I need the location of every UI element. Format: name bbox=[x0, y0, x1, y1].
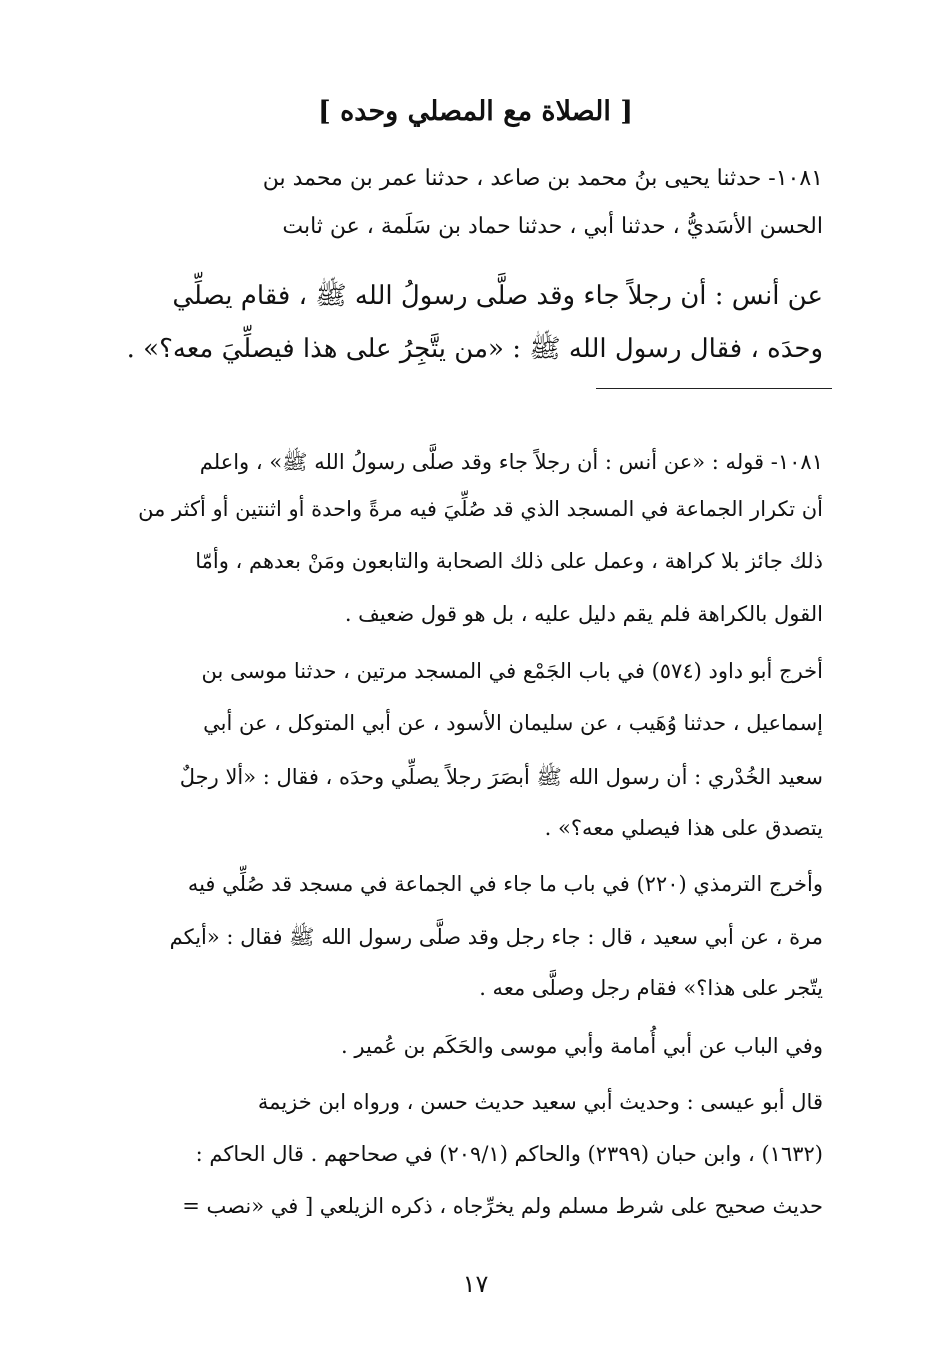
note-line-10: مرة ، عن أبي سعيد ، قال : جاء رجل وقد صلَّى رسول الله ﷺ فقال : «أيكم bbox=[169, 925, 823, 949]
note-line-3: ذلك جائز بلا كراهة ، وعمل على ذلك الصحابة والتابعون ومَنْ بعدهم ، وأمّا bbox=[195, 549, 823, 573]
note-line-13: قال أبو عيسى : وحديث أبي سعيد حديث حسن ، ورواه ابن خزيمة bbox=[257, 1090, 823, 1114]
note-line-7: سعيد الخُدْري : أن رسول الله ﷺ أبصَرَ رجلاً يصلِّي وحدَه ، فقال : «ألا رجلٌ bbox=[179, 765, 823, 789]
footnote-separator bbox=[596, 388, 832, 389]
main-text-line-2: الحسن الأسَديُّ ، حدثنا أبي ، حدثنا حماد بن سَلَمة ، عن ثابت bbox=[282, 214, 823, 239]
note-line-9: وأخرج الترمذي (٢٢٠) في باب ما جاء في الجماعة في مسجد قد صُلِّي فيه bbox=[187, 872, 823, 896]
note-line-11: يتّجر على هذا؟» فقام رجل وصلَّى معه . bbox=[479, 976, 823, 1000]
note-line-15: حديث صحيح على شرط مسلم ولم يخرِّجاه ، ذكره الزيلعي [ في «نصب = bbox=[182, 1194, 823, 1218]
note-line-12: وفي الباب عن أبي أُمامة وأبي موسى والحَكَم بن عُمير . bbox=[341, 1034, 823, 1058]
main-text-line-4: وحدَه ، فقال رسول الله ﷺ : «من يتَّجِرُ على هذا فيصلِّيَ معه؟» . bbox=[126, 334, 823, 364]
note-line-5: أخرج أبو داود (٥٧٤) في باب الجَمْع في المسجد مرتين ، حدثنا موسى بن bbox=[201, 659, 823, 683]
note-line-4: القول بالكراهة فلم يقم دليل عليه ، بل هو قول ضعيف . bbox=[344, 602, 823, 626]
note-line-8: يتصدق على هذا فيصلي معه؟» . bbox=[544, 816, 823, 840]
main-text-line-1: ١٠٨١- حدثنا يحيى بنُ محمد بن صاعد ، حدثنا عمر بن محمد بن bbox=[262, 166, 823, 191]
main-text-line-3: عن أنس : أن رجلاً جاء وقد صلَّى رسولُ الله ﷺ ، فقام يصلِّي bbox=[172, 281, 823, 311]
note-line-1: ١٠٨١- قوله : «عن أنس : أن رجلاً جاء وقد صلَّى رسولُ الله ﷺ» ، واعلم bbox=[199, 450, 823, 474]
note-line-2: أن تكرار الجماعة في المسجد الذي قد صُلِّيَ فيه مرةً واحدة أو اثنتين أو أكثر من bbox=[138, 497, 823, 521]
section-heading: [ الصلاة مع المصلي وحده ] bbox=[317, 96, 634, 127]
note-line-14: (١٦٣٢) ، وابن حبان (٢٣٩٩) والحاكم (٢٠٩/١) في صحاحهم . قال الحاكم : bbox=[195, 1142, 823, 1166]
note-line-6: إسماعيل ، حدثنا وُهَيب ، عن سليمان الأسود ، عن أبي المتوكل ، عن أبي bbox=[203, 711, 823, 735]
page-number: ١٧ bbox=[462, 1270, 489, 1298]
